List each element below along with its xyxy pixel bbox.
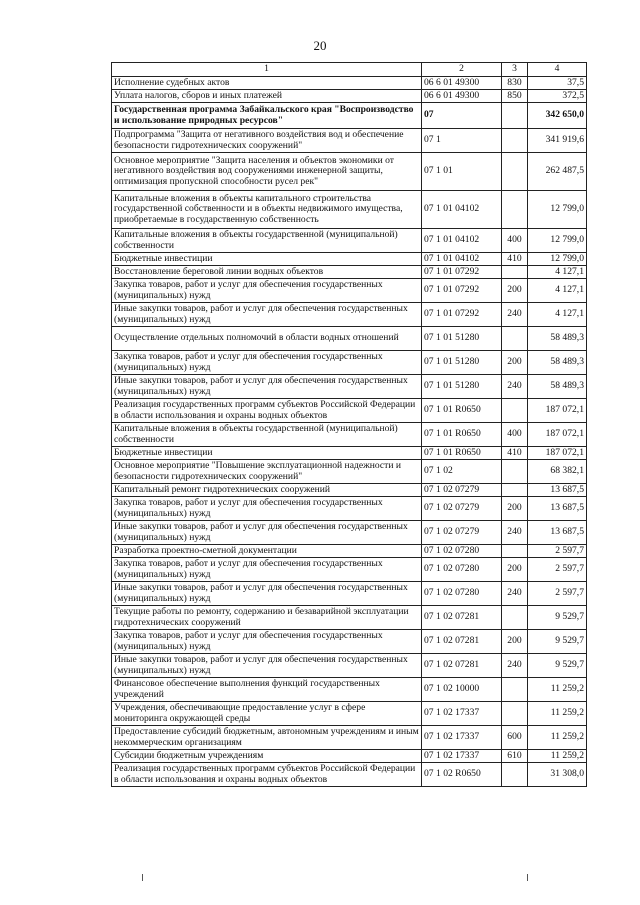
- row-vr-cell: [502, 678, 528, 702]
- row-vr-cell: 400: [502, 229, 528, 253]
- table-row: [112, 654, 587, 678]
- row-vr-cell: 200: [502, 351, 528, 375]
- row-code-cell: 07 1 02 10000: [422, 678, 502, 702]
- row-vr-cell: 410: [502, 253, 528, 266]
- row-code-cell: 07 1 02 07280: [422, 545, 502, 558]
- row-sum-cell: 187 072,1: [528, 447, 587, 460]
- row-code-cell: 07 1 02 07281: [422, 630, 502, 654]
- row-sum-cell: 58 489,3: [528, 375, 587, 399]
- row-vr-cell: 200: [502, 558, 528, 582]
- row-name-cell: Закупка товаров, работ и услуг для обеспечения государственных (муниципальных) нужд: [112, 497, 422, 521]
- row-code-cell: 07 1 01 04102: [422, 253, 502, 266]
- row-name-cell: Уплата налогов, сборов и иных платежей: [112, 90, 422, 103]
- row-vr-cell: 240: [502, 582, 528, 606]
- row-name-cell: Иные закупки товаров, работ и услуг для обеспечения государственных (муниципальных) нужд: [112, 582, 422, 606]
- row-name-cell: Капитальные вложения в объекты государственной (муниципальной) собственности: [112, 229, 422, 253]
- row-code-cell: 07 1 02 07280: [422, 582, 502, 606]
- row-vr-cell: 400: [502, 423, 528, 447]
- row-name-cell: Иные закупки товаров, работ и услуг для обеспечения государственных (муниципальных) нужд: [112, 521, 422, 545]
- row-vr-cell: [502, 460, 528, 484]
- row-name-cell: Предоставление субсидий бюджетным, автономным учреждениям и иным некоммерческим организациям: [112, 726, 422, 750]
- table-row: [112, 726, 587, 750]
- row-vr-cell: 610: [502, 750, 528, 763]
- table-row: [112, 77, 587, 90]
- row-vr-cell: [502, 191, 528, 229]
- row-sum-cell: 37,5: [528, 77, 587, 90]
- row-vr-cell: [502, 702, 528, 726]
- row-sum-cell: 12 799,0: [528, 253, 587, 266]
- row-vr-cell: [502, 266, 528, 279]
- table-row: [112, 678, 587, 702]
- row-sum-cell: 13 687,5: [528, 484, 587, 497]
- row-name-cell: Капитальный ремонт гидротехнических сооружений: [112, 484, 422, 497]
- row-sum-cell: 11 259,2: [528, 702, 587, 726]
- row-code-cell: 06 6 01 49300: [422, 77, 502, 90]
- table-row: [112, 702, 587, 726]
- table-row: [112, 750, 587, 763]
- row-sum-cell: 13 687,5: [528, 497, 587, 521]
- row-vr-cell: [502, 103, 528, 129]
- row-code-cell: 07 1 01 51280: [422, 351, 502, 375]
- table-row: [112, 558, 587, 582]
- row-name-cell: Закупка товаров, работ и услуг для обеспечения государственных (муниципальных) нужд: [112, 351, 422, 375]
- row-code-cell: 07 1 01 07292: [422, 279, 502, 303]
- row-name-cell: Учреждения, обеспечивающие предоставление услуг в сфере мониторинга окружающей среды: [112, 702, 422, 726]
- row-code-cell: 07 1 01 R0650: [422, 399, 502, 423]
- row-code-cell: 07 1 02 17337: [422, 750, 502, 763]
- row-vr-cell: [502, 399, 528, 423]
- table-row: [112, 253, 587, 266]
- row-sum-cell: 2 597,7: [528, 545, 587, 558]
- row-vr-cell: 600: [502, 726, 528, 750]
- row-name-cell: Разработка проектно-сметной документации: [112, 545, 422, 558]
- row-code-cell: 07 1 01 07292: [422, 303, 502, 327]
- table-row: [112, 129, 587, 153]
- header-col-name: 1: [112, 63, 422, 77]
- row-code-cell: 07 1 02 07281: [422, 654, 502, 678]
- row-name-cell: Иные закупки товаров, работ и услуг для обеспечения государственных (муниципальных) нужд: [112, 375, 422, 399]
- row-sum-cell: 342 650,0: [528, 103, 587, 129]
- row-name-cell: Иные закупки товаров, работ и услуг для обеспечения государственных (муниципальных) нужд: [112, 654, 422, 678]
- row-name-cell: Бюджетные инвестиции: [112, 253, 422, 266]
- table-row: [112, 497, 587, 521]
- row-sum-cell: 58 489,3: [528, 351, 587, 375]
- row-sum-cell: 9 529,7: [528, 630, 587, 654]
- table-row: [112, 351, 587, 375]
- row-name-cell: Капитальные вложения в объекты капитального строительства государственной собственности и в объекты недвижимого имущества, приобретаемые в государственную собственность: [112, 191, 422, 229]
- row-name-cell: Закупка товаров, работ и услуг для обеспечения государственных (муниципальных) нужд: [112, 279, 422, 303]
- row-vr-cell: 240: [502, 521, 528, 545]
- row-name-cell: Исполнение судебных актов: [112, 77, 422, 90]
- table-row: [112, 484, 587, 497]
- row-code-cell: 07 1 01 07292: [422, 266, 502, 279]
- row-vr-cell: [502, 153, 528, 191]
- row-vr-cell: 200: [502, 630, 528, 654]
- row-code-cell: 07 1 02 07279: [422, 497, 502, 521]
- row-code-cell: 07 1 02 07279: [422, 521, 502, 545]
- row-name-cell: Реализация государственных программ субъектов Российской Федерации в области использования и охраны водных объектов: [112, 763, 422, 787]
- row-name-cell: Основное мероприятие "Повышение эксплуатационной надежности и безопасности гидротехнических сооружений": [112, 460, 422, 484]
- row-sum-cell: 341 919,6: [528, 129, 587, 153]
- row-vr-cell: [502, 484, 528, 497]
- table-row: [112, 90, 587, 103]
- row-vr-cell: 200: [502, 497, 528, 521]
- header-col-vr: 3: [502, 63, 528, 77]
- row-sum-cell: 58 489,3: [528, 327, 587, 351]
- table-row: [112, 375, 587, 399]
- row-code-cell: 07 1 02 17337: [422, 726, 502, 750]
- table-row: [112, 103, 587, 129]
- row-sum-cell: 12 799,0: [528, 191, 587, 229]
- scan-mark-right: [527, 874, 528, 881]
- row-name-cell: Восстановление береговой линии водных объектов: [112, 266, 422, 279]
- table-row: [112, 447, 587, 460]
- table-row: [112, 606, 587, 630]
- row-sum-cell: 11 259,2: [528, 678, 587, 702]
- row-name-cell: Текущие работы по ремонту, содержанию и безаварийной эксплуатации гидротехнических сооружений: [112, 606, 422, 630]
- row-sum-cell: 9 529,7: [528, 654, 587, 678]
- table-row: [112, 153, 587, 191]
- row-vr-cell: [502, 129, 528, 153]
- table-row: [112, 630, 587, 654]
- table-row: [112, 582, 587, 606]
- row-sum-cell: 187 072,1: [528, 423, 587, 447]
- row-sum-cell: 11 259,2: [528, 726, 587, 750]
- row-code-cell: 07 1 01 R0650: [422, 423, 502, 447]
- table-row: [112, 521, 587, 545]
- row-vr-cell: 410: [502, 447, 528, 460]
- row-name-cell: Подпрограмма "Защита от негативного воздействия вод и обеспечение безопасности гидротехнических сооружений": [112, 129, 422, 153]
- row-code-cell: 07: [422, 103, 502, 129]
- row-sum-cell: 262 487,5: [528, 153, 587, 191]
- row-code-cell: 07 1 02: [422, 460, 502, 484]
- row-vr-cell: 240: [502, 375, 528, 399]
- row-code-cell: 07 1 02 07281: [422, 606, 502, 630]
- row-sum-cell: 187 072,1: [528, 399, 587, 423]
- row-vr-cell: [502, 327, 528, 351]
- row-name-cell: Осуществление отдельных полномочий в области водных отношений: [112, 327, 422, 351]
- row-vr-cell: 240: [502, 654, 528, 678]
- budget-table: [111, 62, 587, 787]
- row-sum-cell: 4 127,1: [528, 266, 587, 279]
- row-code-cell: 07 1 02 07280: [422, 558, 502, 582]
- row-vr-cell: 850: [502, 90, 528, 103]
- table-row: [112, 460, 587, 484]
- row-sum-cell: 2 597,7: [528, 582, 587, 606]
- row-sum-cell: 68 382,1: [528, 460, 587, 484]
- row-code-cell: 07 1 02 07279: [422, 484, 502, 497]
- row-sum-cell: 2 597,7: [528, 558, 587, 582]
- table-row: [112, 191, 587, 229]
- row-vr-cell: 200: [502, 279, 528, 303]
- row-name-cell: Реализация государственных программ субъектов Российской Федерации в области использования и охраны водных объектов: [112, 399, 422, 423]
- header-col-code: 2: [422, 63, 502, 77]
- row-name-cell: Иные закупки товаров, работ и услуг для обеспечения государственных (муниципальных) нужд: [112, 303, 422, 327]
- table-row: [112, 279, 587, 303]
- header-col-sum: 4: [528, 63, 587, 77]
- row-code-cell: 07 1 01: [422, 153, 502, 191]
- row-name-cell: Субсидии бюджетным учреждениям: [112, 750, 422, 763]
- row-name-cell: Капитальные вложения в объекты государственной (муниципальной) собственности: [112, 423, 422, 447]
- row-sum-cell: 13 687,5: [528, 521, 587, 545]
- header-row: [112, 63, 587, 77]
- row-code-cell: 07 1: [422, 129, 502, 153]
- table-row: [112, 399, 587, 423]
- row-code-cell: 07 1 02 17337: [422, 702, 502, 726]
- table-row: [112, 303, 587, 327]
- table-row: [112, 545, 587, 558]
- row-name-cell: Закупка товаров, работ и услуг для обеспечения государственных (муниципальных) нужд: [112, 558, 422, 582]
- row-name-cell: Основное мероприятие "Защита населения и объектов экономики от негативного воздействия вод сооружениями инженерной защиты, оптимизация пропускной способности русел рек": [112, 153, 422, 191]
- row-code-cell: 07 1 01 04102: [422, 229, 502, 253]
- table-row: [112, 327, 587, 351]
- row-sum-cell: 4 127,1: [528, 303, 587, 327]
- row-vr-cell: 830: [502, 77, 528, 90]
- row-code-cell: 06 6 01 49300: [422, 90, 502, 103]
- row-name-cell: Государственная программа Забайкальского края "Воспроизводство и использование природных ресурсов": [112, 103, 422, 129]
- table-row: [112, 266, 587, 279]
- row-vr-cell: [502, 606, 528, 630]
- row-vr-cell: [502, 545, 528, 558]
- row-sum-cell: 9 529,7: [528, 606, 587, 630]
- table-row: [112, 763, 587, 787]
- row-code-cell: 07 1 01 R0650: [422, 447, 502, 460]
- row-code-cell: 07 1 01 51280: [422, 327, 502, 351]
- row-vr-cell: [502, 763, 528, 787]
- row-code-cell: 07 1 02 R0650: [422, 763, 502, 787]
- table-row: [112, 423, 587, 447]
- row-sum-cell: 372,5: [528, 90, 587, 103]
- row-vr-cell: 240: [502, 303, 528, 327]
- row-name-cell: Бюджетные инвестиции: [112, 447, 422, 460]
- row-sum-cell: 31 308,0: [528, 763, 587, 787]
- scan-mark-left: [142, 874, 143, 881]
- row-sum-cell: 12 799,0: [528, 229, 587, 253]
- row-name-cell: Закупка товаров, работ и услуг для обеспечения государственных (муниципальных) нужд: [112, 630, 422, 654]
- table-row: [112, 229, 587, 253]
- row-code-cell: 07 1 01 51280: [422, 375, 502, 399]
- page-number: 20: [313, 38, 327, 53]
- row-sum-cell: 11 259,2: [528, 750, 587, 763]
- row-sum-cell: 4 127,1: [528, 279, 587, 303]
- row-name-cell: Финансовое обеспечение выполнения функций государственных учреждений: [112, 678, 422, 702]
- row-code-cell: 07 1 01 04102: [422, 191, 502, 229]
